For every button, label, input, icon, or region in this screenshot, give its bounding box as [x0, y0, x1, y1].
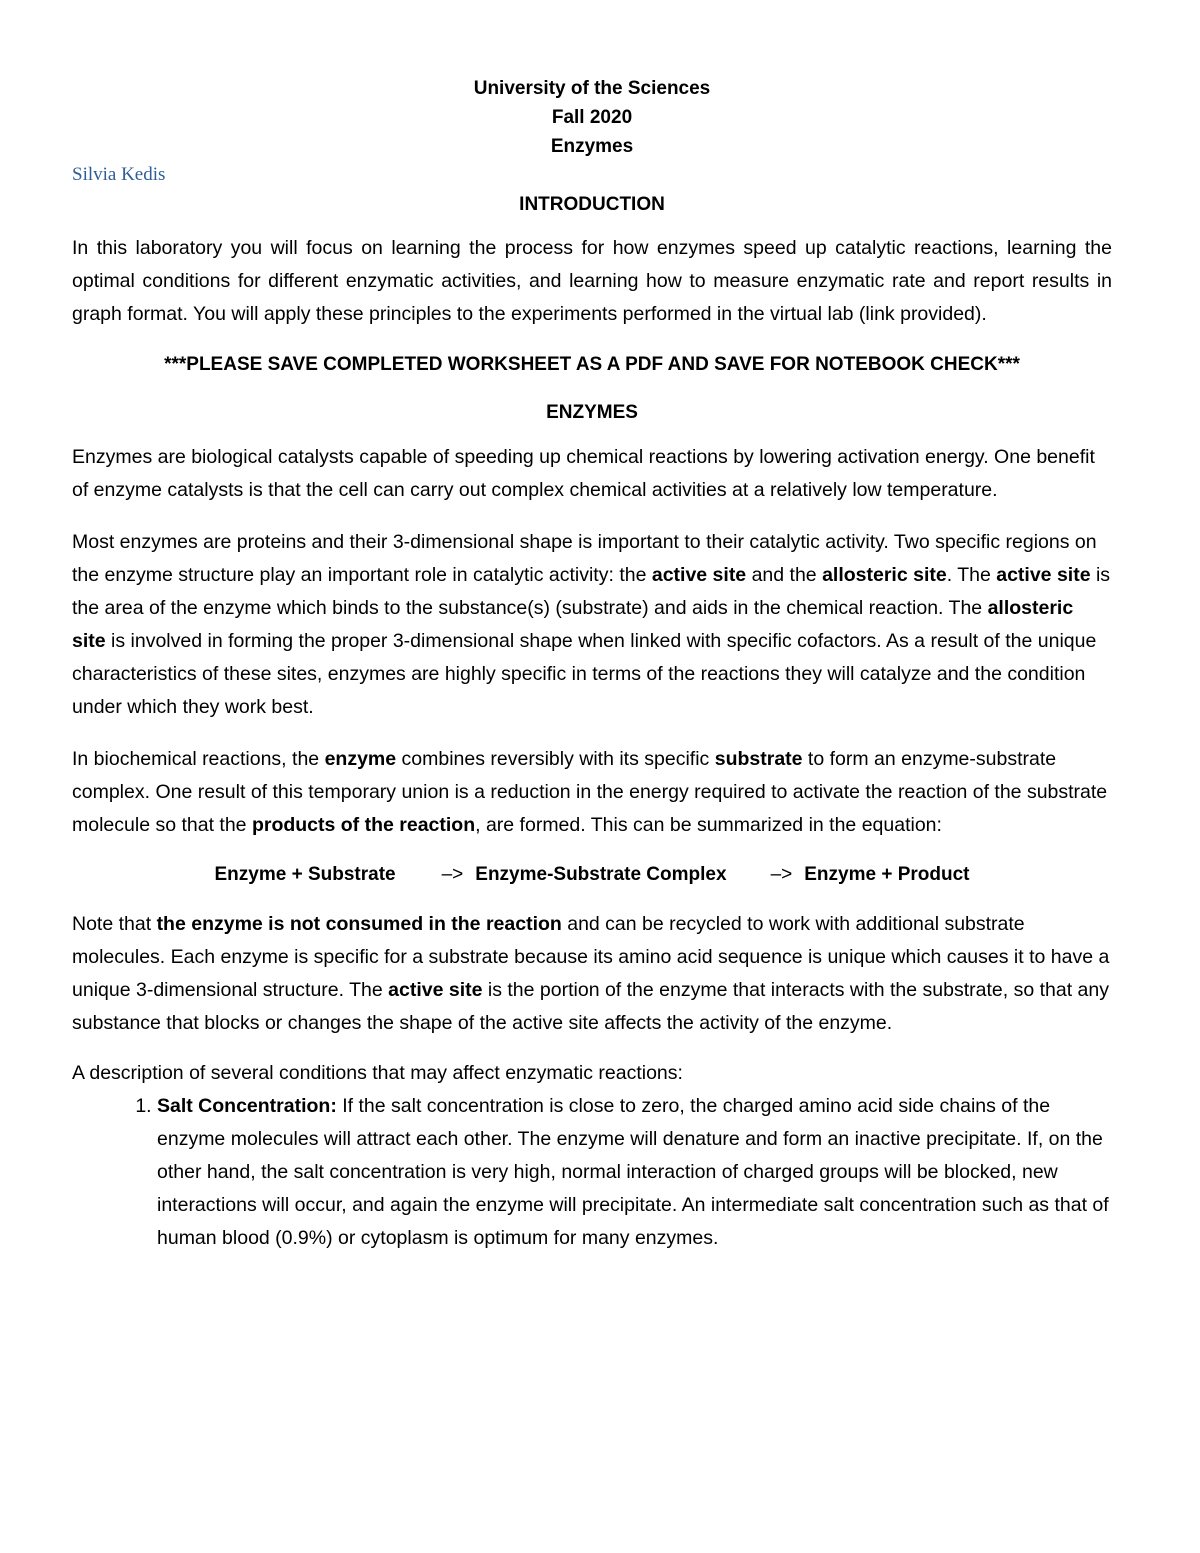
term-active-site: active site: [388, 979, 483, 1001]
equation-left: Enzyme + Substrate: [214, 864, 396, 885]
introduction-paragraph: In this laboratory you will focus on learning the process for how enzymes speed up catalytic reactions, learning the optimal conditions for different enzymatic activities, and learning how to measure enzymatic rate and report results in graph format. You will apply these principles to the experiments performed in the virtual lab (link provided).: [72, 237, 1112, 325]
equation-right: Enzyme + Product: [804, 864, 970, 885]
enzymes-paragraph-2: Most enzymes are proteins and their 3-dimensional shape is important to their catalytic activity. Two specific regions on the enzyme structure play an important role in catalytic activity: the active site and the allosteric site. The active site is the area of the enzyme which binds to the substance(s) (substrate) and aids in the chemical reaction. The allosteric site is involved in forming the proper 3-dimensional shape when linked with specific cofactors. As a result of the unique characteristics of these sites, enzymes are highly specific in terms of the reactions they will catalyze and the condition under which they work best.: [72, 531, 1111, 718]
list-item: [157, 1090, 1112, 1255]
term-enzyme: enzyme: [324, 748, 397, 770]
university-name: University of the Sciences: [473, 78, 711, 99]
term-not-consumed: the enzyme is not consumed in the reaction: [156, 913, 562, 935]
enzymes-paragraph-4: Note that the enzyme is not consumed in the reaction and can be recycled to work with additional substrate molecules. Each enzyme is specific for a substrate because its amino acid sequence is unique which causes it to have a unique 3-dimensional structure. The active site is the portion of the enzyme that interacts with the substrate, so that any substance that blocks or changes the shape of the active site affects the activity of the enzyme.: [72, 913, 1110, 1034]
reaction-equation: [72, 860, 1112, 890]
term-active-site: active site: [651, 564, 747, 586]
equation-middle: Enzyme-Substrate Complex: [475, 864, 727, 885]
condition-text: If the salt concentration is close to zero, the charged amino acid side chains of the enzyme molecules will attract each other. The enzyme will denature and form an inactive precipitate. If, on the other hand, the salt concentration is very high, normal interaction of charged groups will be blocked, new interactions will occur, and again the enzyme will precipitate. An intermediate salt concentration such as that of human blood (0.9%) or cytoplasm is optimum for many enzymes.: [157, 1095, 1109, 1249]
author-name: Silvia Kedis: [72, 164, 166, 185]
enzymes-heading: ENZYMES: [546, 402, 638, 423]
introduction-heading: INTRODUCTION: [519, 194, 665, 215]
document-topic: Enzymes: [550, 136, 634, 157]
document-page: [72, 74, 1112, 1255]
term-substrate: substrate: [714, 748, 803, 770]
arrow-icon: –>: [441, 864, 464, 885]
enzymes-paragraph-3: In biochemical reactions, the enzyme combines reversibly with its specific substrate to form an enzyme-substrate complex. One result of this temporary union is a reduction in the energy required to activate the reaction of the substrate molecule so that the products of the reaction, are formed. This can be summarized in the equation:: [72, 748, 1108, 836]
condition-title: Salt Concentration:: [157, 1095, 337, 1117]
arrow-icon: –>: [770, 864, 793, 885]
term: Fall 2020: [551, 107, 633, 128]
term-allosteric-site: allosteric site: [822, 564, 947, 586]
term-allosteric-site: allosteric site: [72, 597, 1074, 652]
save-notice: ***PLEASE SAVE COMPLETED WORKSHEET AS A PDF AND SAVE FOR NOTEBOOK CHECK***: [164, 354, 1020, 375]
conditions-list: [72, 1090, 1112, 1255]
enzymes-paragraph-1: Enzymes are biological catalysts capable of speeding up chemical reactions by lowering activation energy. One benefit of enzyme catalysts is that the cell can carry out complex chemical activities at a relatively low temperature.: [72, 446, 1095, 501]
conditions-intro: A description of several conditions that may affect enzymatic reactions:: [72, 1062, 683, 1084]
term-products: products of the reaction: [251, 814, 476, 836]
term-active-site: active site: [996, 564, 1091, 586]
